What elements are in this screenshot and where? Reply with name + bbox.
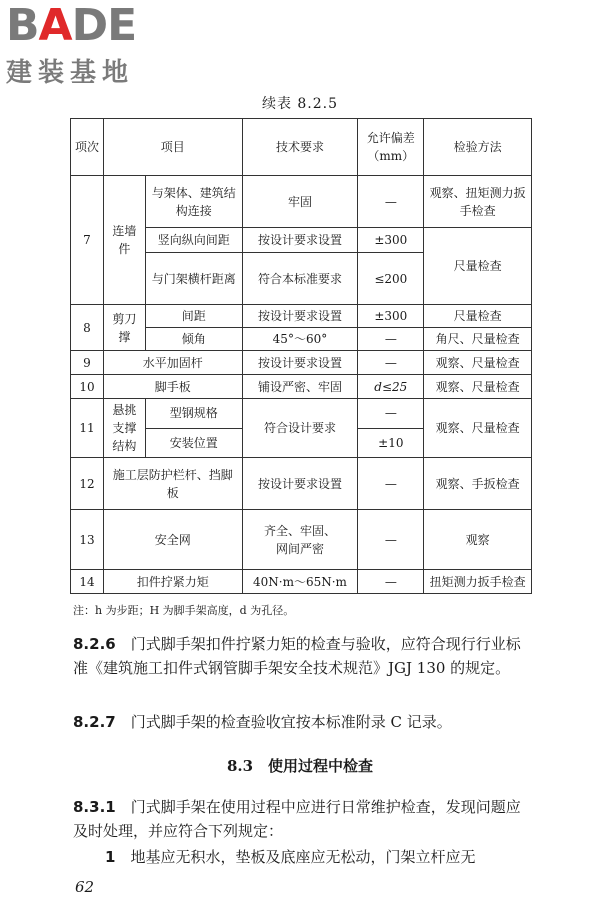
- header-seq: 项次: [71, 119, 104, 176]
- list-item: 1 地基应无积水，垫板及底座应无松动，门架立杆应无: [105, 848, 476, 866]
- table-row: 10 脚手板 铺设严密、牢固 d≤25 观察、尺量检查: [71, 375, 532, 399]
- table-row: 竖向纵向间距 按设计要求设置 ±300 尺量检查: [71, 228, 532, 253]
- page-number: 62: [75, 878, 95, 896]
- table-note: 注：h 为步距；H 为脚手架高度，d 为孔径。: [73, 604, 295, 617]
- table-row: 安装位置 ±10: [71, 428, 532, 458]
- table-row: 14 扣件拧紧力矩 40N·m～65N·m — 扭矩测力扳手检查: [71, 570, 532, 594]
- table-row: 8 剪刀撑 间距 按设计要求设置 ±300 尺量检查: [71, 305, 532, 328]
- clause-8-2-6: 8.2.6 门式脚手架扣件拧紧力矩的检查与验收，应符合现行行业标准《建筑施工扣件式钢管脚手架安全技术规范》JGJ 130 的规定。: [73, 635, 521, 677]
- clause-8-3-1: 8.3.1 门式脚手架在使用过程中应进行日常维护检查，发现问题应及时处理，并应符合下列规定：: [73, 798, 521, 840]
- table-row: 13 安全网 齐全、牢固、网间严密 — 观察: [71, 510, 532, 570]
- bade-logo: [6, 0, 176, 89]
- header-item: 项目: [103, 119, 242, 176]
- logo-subtitle: 建装基地: [6, 58, 135, 88]
- table-row: 12 施工层防护栏杆、挡脚板 按设计要求设置 — 观察、手扳检查: [71, 458, 532, 510]
- table-title: 续表 8.2.5: [261, 96, 339, 112]
- table-row: 11 悬挑支撑结构 型钢规格 符合设计要求 — 观察、尺量检查: [71, 399, 532, 429]
- table-row: 9 水平加固杆 按设计要求设置 — 观察、尺量检查: [71, 351, 532, 375]
- table-row: 7 连墙件 与架体、建筑结构连接 牢固 — 观察、扭矩测力扳手检查: [71, 176, 532, 228]
- clause-8-2-7: 8.2.7 门式脚手架的检查验收宜按本标准附录 C 记录。: [73, 713, 452, 731]
- header-requirement: 技术要求: [242, 119, 358, 176]
- section-heading: 8.3 使用过程中检查: [226, 757, 374, 775]
- header-tolerance: 允许偏差 （mm）: [358, 119, 424, 176]
- logo-wordmark: BADE: [6, 0, 137, 51]
- header-method: 检验方法: [424, 119, 532, 176]
- inspection-table: [70, 118, 532, 594]
- table-row: 与门架横杆距离 符合本标准要求 ≤200: [71, 253, 532, 305]
- table-row: 倾角 45°～60° — 角尺、尺量检查: [71, 328, 532, 351]
- table-header-row: [71, 119, 532, 176]
